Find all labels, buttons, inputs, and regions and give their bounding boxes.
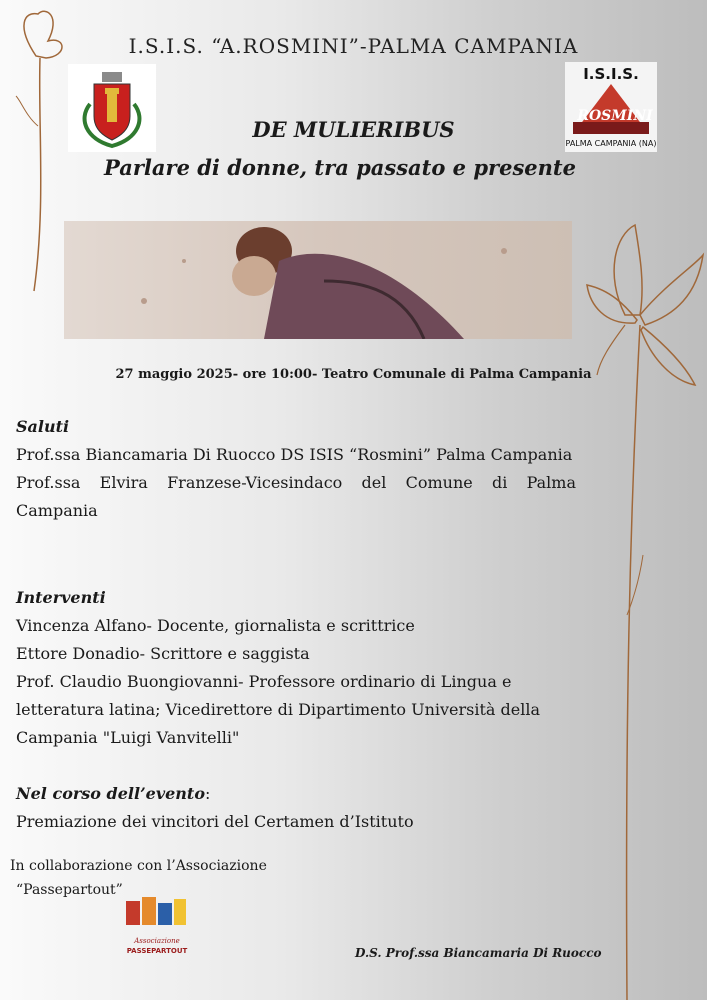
flower-decoration-right [585, 215, 707, 1000]
interventi-heading: Interventi [16, 588, 106, 607]
assoc-logo-label: Associazione [134, 937, 180, 945]
association-logo [122, 893, 192, 963]
saluti-section [16, 413, 576, 525]
saluti-item: Prof.ssa Biancamaria Di Ruocco DS ISIS “Rosmini” Palma Campania [16, 445, 573, 464]
saluti-heading: Saluti [16, 417, 70, 436]
corso-heading: Nel corso dell’evento [16, 784, 205, 803]
logo-text-rosmini: ROSMINI [577, 108, 653, 124]
fresco-image [64, 221, 572, 339]
signature: D.S. Prof.ssa Biancamaria Di Ruocco [355, 946, 602, 960]
interventi-section [16, 584, 576, 752]
school-title: I.S.I.S. “A.ROSMINI”-PALMA CAMPANIA [128, 34, 579, 58]
collaboration-association: “Passepartout” [16, 882, 123, 898]
interventi-item: Vincenza Alfano- Docente, giornalista e scrittrice [16, 616, 415, 635]
assoc-logo-name: PASSEPARTOUT [126, 947, 188, 955]
interventi-item: Prof. Claudio Buongiovanni- Professore ordinario di Lingua e letteratura latina; Vicedirettore di Dipartimento Università della Campania "Luigi Vanvitelli" [16, 672, 541, 747]
corso-text: Premiazione dei vincitori del Certamen d’Istituto [16, 812, 414, 831]
saluti-item: Prof.ssa Elvira Franzese-Vicesindaco del Comune di Palma Campania [16, 473, 576, 520]
collaboration-line: In collaborazione con l’Associazione [10, 858, 267, 874]
event-title: DE MULIERIBUS [252, 117, 455, 142]
corso-heading-suffix: : [205, 784, 211, 803]
interventi-item: Ettore Donadio- Scrittore e saggista [16, 644, 310, 663]
logo-text-sub: PALMA CAMPANIA (NA) [565, 139, 657, 148]
logo-text-isis: I.S.I.S. [583, 65, 639, 83]
event-date-line: 27 maggio 2025- ore 10:00- Teatro Comunale di Palma Campania [115, 367, 592, 382]
event-subtitle: Parlare di donne, tra passato e presente [104, 155, 576, 180]
corso-section [16, 780, 576, 836]
